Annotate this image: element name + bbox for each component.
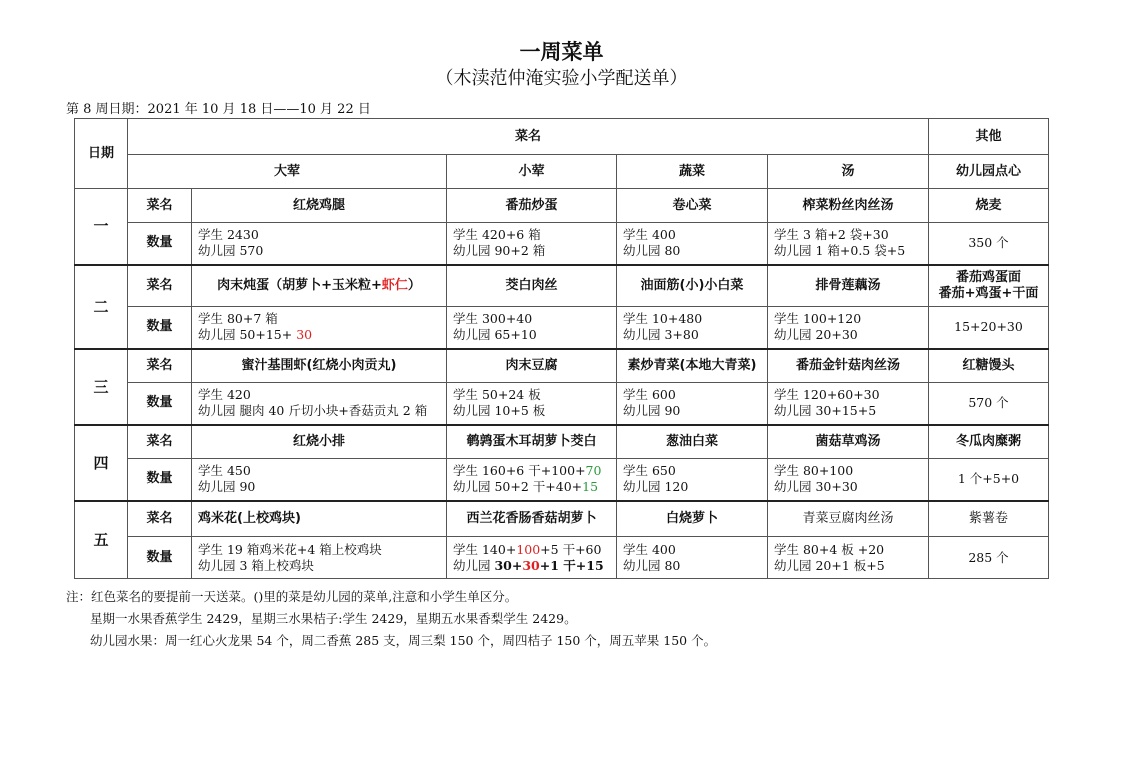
dish-veg: 葱油白菜 bbox=[617, 425, 768, 459]
qty-veg: 学生 10+480 幼儿园 3+80 bbox=[617, 307, 768, 349]
qty-minor: 学生 300+40 幼儿园 65+10 bbox=[447, 307, 617, 349]
row-label-quantity: 数量 bbox=[128, 459, 192, 501]
note-line: 注：红色菜名的要提前一天送菜。()里的菜是幼儿园的菜单,注意和小学生单区分。 bbox=[66, 589, 518, 604]
dish-soup: 榨菜粉丝肉丝汤 bbox=[768, 189, 929, 223]
row-label-name: 菜名 bbox=[128, 349, 192, 383]
header-soup: 汤 bbox=[768, 155, 929, 189]
dish-minor: 西兰花香肠香菇胡萝卜 bbox=[447, 501, 617, 537]
qty-main: 学生 80+7 箱 幼儿园 50+15+ 30 bbox=[192, 307, 447, 349]
page-subtitle: （木渎范仲淹实验小学配送单） bbox=[435, 68, 688, 89]
qty-veg: 学生 600 幼儿园 90 bbox=[617, 383, 768, 425]
dish-snack: 红糖馒头 bbox=[929, 349, 1049, 383]
dish-main: 红烧鸡腿 bbox=[192, 189, 447, 223]
dish-snack: 紫薯卷 bbox=[929, 501, 1049, 537]
day-label: 三 bbox=[75, 349, 128, 425]
dish-soup: 排骨莲藕汤 bbox=[768, 265, 929, 307]
qty-veg: 学生 400 幼儿园 80 bbox=[617, 537, 768, 579]
dish-main: 蜜汁基围虾(红烧小肉贡丸) bbox=[192, 349, 447, 383]
dish-snack: 冬瓜肉糜粥 bbox=[929, 425, 1049, 459]
dish-minor: 茭白肉丝 bbox=[447, 265, 617, 307]
qty-minor: 学生 420+6 箱 幼儿园 90+2 箱 bbox=[447, 223, 617, 265]
dish-veg: 卷心菜 bbox=[617, 189, 768, 223]
row-label-quantity: 数量 bbox=[128, 537, 192, 579]
qty-main: 学生 19 箱鸡米花+4 箱上校鸡块 幼儿园 3 箱上校鸡块 bbox=[192, 537, 447, 579]
header-dish-name: 菜名 bbox=[128, 119, 929, 155]
qty-snack: 285 个 bbox=[929, 537, 1049, 579]
dish-minor: 鹌鹑蛋木耳胡萝卜茭白 bbox=[447, 425, 617, 459]
qty-soup: 学生 80+100 幼儿园 30+30 bbox=[768, 459, 929, 501]
row-label-quantity: 数量 bbox=[128, 307, 192, 349]
day-label: 一 bbox=[75, 189, 128, 265]
qty-main: 学生 420 幼儿园 腿肉 40 斤切小块+香菇贡丸 2 箱 bbox=[192, 383, 447, 425]
notes bbox=[66, 586, 716, 652]
qty-minor: 学生 50+24 板 幼儿园 10+5 板 bbox=[447, 383, 617, 425]
qty-soup: 学生 80+4 板 +20 幼儿园 20+1 板+5 bbox=[768, 537, 929, 579]
dish-snack: 番茄鸡蛋面 番茄+鸡蛋+干面 bbox=[929, 265, 1049, 307]
dish-minor: 番茄炒蛋 bbox=[447, 189, 617, 223]
qty-minor: 学生 140+100+5 干+60 幼儿园 30+30+1 干+15 bbox=[447, 537, 617, 579]
day-label: 五 bbox=[75, 501, 128, 579]
qty-snack: 1 个+5+0 bbox=[929, 459, 1049, 501]
header-main-meat: 大荤 bbox=[128, 155, 447, 189]
note-line: 幼儿园水果：周一红心火龙果 54 个，周二香蕉 285 支，周三梨 150 个，周四桔子 150 个，周五苹果 150 个。 bbox=[90, 633, 717, 648]
row-label-name: 菜名 bbox=[128, 265, 192, 307]
qty-veg: 学生 650 幼儿园 120 bbox=[617, 459, 768, 501]
dish-main: 鸡米花(上校鸡块) bbox=[192, 501, 447, 537]
qty-snack: 570 个 bbox=[929, 383, 1049, 425]
menu-table bbox=[74, 118, 1049, 579]
row-label-quantity: 数量 bbox=[128, 223, 192, 265]
week-period: 第 8 周日期：2021 年 10 月 18 日——10 月 22 日 bbox=[66, 102, 371, 117]
header-minor-meat: 小荤 bbox=[447, 155, 617, 189]
row-label-name: 菜名 bbox=[128, 425, 192, 459]
header-date: 日期 bbox=[75, 119, 128, 189]
qty-main: 学生 2430 幼儿园 570 bbox=[192, 223, 447, 265]
dish-veg: 油面筋(小)小白菜 bbox=[617, 265, 768, 307]
dish-soup: 菌菇草鸡汤 bbox=[768, 425, 929, 459]
row-label-quantity: 数量 bbox=[128, 383, 192, 425]
qty-minor: 学生 160+6 干+100+70 幼儿园 50+2 干+40+15 bbox=[447, 459, 617, 501]
qty-veg: 学生 400 幼儿园 80 bbox=[617, 223, 768, 265]
dish-minor: 肉末豆腐 bbox=[447, 349, 617, 383]
header-other: 其他 bbox=[929, 119, 1049, 155]
note-line: 星期一水果香蕉学生 2429，星期三水果桔子:学生 2429，星期五水果香梨学生 2429。 bbox=[90, 611, 577, 626]
qty-soup: 学生 100+120 幼儿园 20+30 bbox=[768, 307, 929, 349]
qty-soup: 学生 120+60+30 幼儿园 30+15+5 bbox=[768, 383, 929, 425]
qty-snack: 15+20+30 bbox=[929, 307, 1049, 349]
qty-snack: 350 个 bbox=[929, 223, 1049, 265]
dish-main: 红烧小排 bbox=[192, 425, 447, 459]
row-label-name: 菜名 bbox=[128, 189, 192, 223]
dish-main: 肉末炖蛋（胡萝卜+玉米粒+虾仁） bbox=[192, 265, 447, 307]
dish-veg: 白烧萝卜 bbox=[617, 501, 768, 537]
qty-soup: 学生 3 箱+2 袋+30 幼儿园 1 箱+0.5 袋+5 bbox=[768, 223, 929, 265]
day-label: 四 bbox=[75, 425, 128, 501]
header-snack: 幼儿园点心 bbox=[929, 155, 1049, 189]
dish-veg: 素炒青菜(本地大青菜) bbox=[617, 349, 768, 383]
page-title: 一周菜单 bbox=[519, 40, 604, 64]
header-vegetable: 蔬菜 bbox=[617, 155, 768, 189]
row-label-name: 菜名 bbox=[128, 501, 192, 537]
qty-main: 学生 450 幼儿园 90 bbox=[192, 459, 447, 501]
dish-soup: 番茄金针菇肉丝汤 bbox=[768, 349, 929, 383]
day-label: 二 bbox=[75, 265, 128, 349]
dish-snack: 烧麦 bbox=[929, 189, 1049, 223]
dish-soup: 青菜豆腐肉丝汤 bbox=[768, 501, 929, 537]
